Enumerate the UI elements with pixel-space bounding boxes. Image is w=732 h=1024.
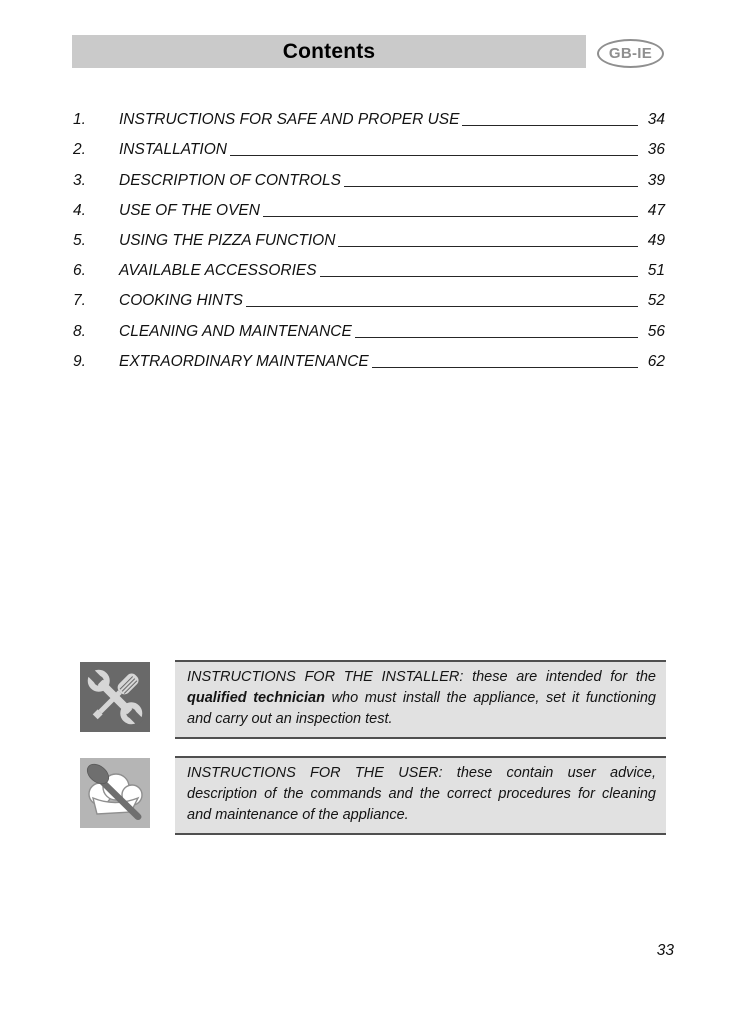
toc-entry-title: EXTRAORDINARY MAINTENANCE [119,352,369,370]
toc-entry-title: DESCRIPTION OF CONTROLS [119,171,341,189]
toc-entry-title: INSTALLATION [119,141,227,159]
installer-note-prefix: INSTRUCTIONS FOR THE INSTALLER: these are intended for the [187,669,656,685]
toc-entry [73,159,665,189]
toc-entry-title: USE OF THE OVEN [119,201,260,219]
toc-leader-line [246,306,638,307]
table-of-contents [73,99,665,371]
installer-note-text [175,660,666,739]
region-badge: GB-IE [597,39,664,68]
toc-entry-title: CLEANING AND MAINTENANCE [119,322,352,340]
toc-entry [73,99,665,129]
toc-entry-page: 47 [647,201,665,219]
toc-leader-line [263,216,638,217]
installer-note-suffix: who must install the appliance, set it functioning and carry out an inspection test. [187,690,656,727]
toc-leader-line [462,125,638,126]
toc-leader-line [355,337,638,338]
page-title: Contents [282,39,376,63]
installer-note [80,660,666,739]
installer-note-bold: qualified technician [187,690,325,706]
user-note-prefix: INSTRUCTIONS FOR THE USER: these contain user advice, description of the commands and the correct procedures for cleaning and maintenance of the appliance. [187,765,656,823]
toc-leader-line [338,246,638,247]
toc-leader-line [230,155,638,156]
toc-entry-number: 1. [73,111,86,129]
toc-entry-number: 4. [73,201,86,219]
toc-entry-title: COOKING HINTS [119,292,244,310]
page-header-bar [72,35,586,68]
chef-hat-spoon-icon [80,758,150,828]
toc-entry-number: 8. [73,322,86,340]
toc-entry-title: AVAILABLE ACCESSORIES [119,262,317,280]
toc-entry-number: 3. [73,171,86,189]
toc-entry-page: 51 [647,262,665,280]
user-note [80,756,666,835]
toc-entry-page: 39 [647,171,665,189]
toc-entry [73,310,665,340]
toc-entry-title: USING THE PIZZA FUNCTION [119,231,336,249]
wrench-screwdriver-icon [80,662,150,732]
page-number: 33 [656,942,674,959]
toc-entry [73,129,665,159]
toc-entry-page: 34 [647,111,665,129]
toc-entry [73,341,665,371]
toc-entry-number: 7. [73,292,86,310]
toc-entry-page: 56 [647,322,665,340]
toc-entry-page: 62 [647,352,665,370]
toc-leader-line [320,276,638,277]
toc-entry-page: 36 [647,141,665,159]
toc-entry-page: 52 [647,292,665,310]
toc-leader-line [372,367,638,368]
toc-entry-number: 9. [73,352,86,370]
toc-entry-number: 6. [73,262,86,280]
toc-entry-title: INSTRUCTIONS FOR SAFE AND PROPER USE [119,111,460,129]
toc-entry [73,280,665,310]
user-note-text [175,756,666,835]
toc-entry-page: 49 [647,231,665,249]
toc-entry [73,250,665,280]
toc-entry-number: 2. [73,141,86,159]
toc-entry-number: 5. [73,231,86,249]
toc-leader-line [344,186,638,187]
toc-entry [73,190,665,220]
toc-entry [73,220,665,250]
